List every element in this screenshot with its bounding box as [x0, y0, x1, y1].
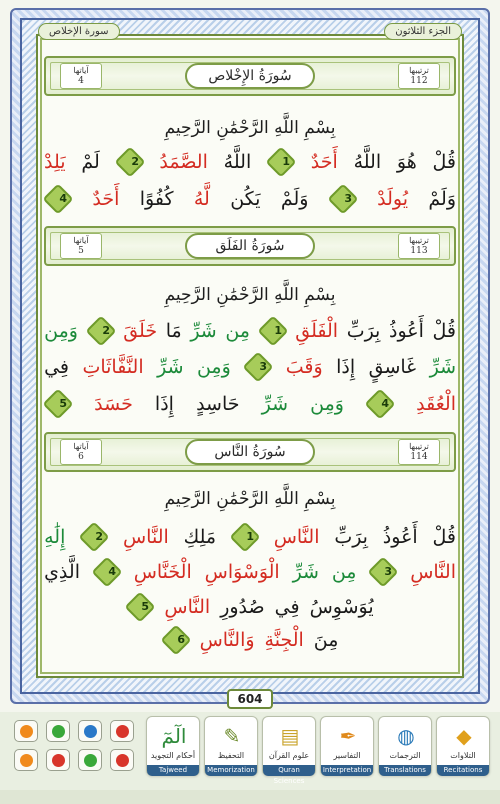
- tool-label-ar: علوم القرآن: [268, 751, 310, 760]
- ayah-number: 3: [344, 192, 352, 205]
- ayah-line: [44, 314, 456, 348]
- ayah-number-marker[interactable]: [229, 521, 260, 552]
- orange-ctrl-2-button[interactable]: [14, 749, 38, 771]
- memorization-icon: ✎: [223, 724, 241, 748]
- ayat-count-box: [60, 439, 102, 465]
- quran-word[interactable]: شَرِّ: [157, 356, 184, 378]
- ayah-number-marker[interactable]: [85, 315, 116, 346]
- ayah-number: 4: [59, 192, 68, 205]
- ayat-label: آياتها: [73, 66, 89, 75]
- memorization-button[interactable]: [204, 716, 258, 776]
- playback-controls: [14, 720, 142, 772]
- quran-word[interactable]: قُلْ: [432, 320, 456, 342]
- quran-word[interactable]: أَعُوذُ: [382, 526, 418, 548]
- tool-label-ar: التفاسير: [333, 751, 361, 760]
- tool-label-en: Interpretation: [322, 766, 372, 774]
- ayah-number-marker[interactable]: [125, 591, 156, 622]
- ayah-number-marker[interactable]: [42, 388, 73, 419]
- control-dot-icon: [52, 725, 65, 738]
- quran-word[interactable]: مَلِكِ: [183, 526, 217, 548]
- basmala: بِسْمِ اللَّهِ الرَّحْمَٰنِ الرَّحِيمِ: [164, 118, 336, 138]
- quran-word[interactable]: فِي: [274, 596, 300, 618]
- running-head: [38, 20, 462, 42]
- running-head-juz: الجزء الثلاثون: [384, 23, 462, 40]
- ayah-number-marker[interactable]: [257, 315, 288, 346]
- ayah-number: 5: [59, 397, 68, 410]
- tool-label-en: Recitations: [437, 765, 489, 776]
- surah-header: [44, 432, 456, 472]
- ayah-line: [44, 555, 456, 589]
- quran-word[interactable]: صُدُورِ: [220, 596, 265, 618]
- quran-word[interactable]: حَاسِدٍ: [196, 393, 240, 415]
- ayah-line: [44, 145, 456, 179]
- surah-order: 113: [410, 246, 428, 256]
- surah-order-box: [398, 233, 440, 259]
- ayah-line: [44, 387, 456, 421]
- quran-word[interactable]: مَا: [165, 320, 182, 342]
- control-dot-icon: [20, 725, 33, 738]
- quran-word[interactable]: هُوَ: [396, 151, 417, 173]
- quran-word[interactable]: وَمِن: [196, 356, 231, 378]
- quran-word[interactable]: وَمِن: [310, 393, 344, 415]
- control-dot-icon: [52, 754, 65, 767]
- quran-word[interactable]: إِلَٰهِ: [44, 526, 66, 548]
- green-ctrl-2-button[interactable]: [78, 749, 102, 771]
- quran-word[interactable]: أَحَدٌ: [92, 188, 120, 210]
- ayah-number: 1: [273, 324, 282, 337]
- tool-label-ar: التحفيظ: [217, 751, 245, 760]
- translations-icon: ◍: [397, 724, 415, 748]
- quran-word[interactable]: شَرِّ: [190, 320, 217, 342]
- quran-word[interactable]: حَسَدَ: [94, 393, 133, 415]
- quran-word[interactable]: شَرِّ: [292, 561, 319, 583]
- quran-word[interactable]: بِرَبِّ: [334, 526, 368, 548]
- green-ctrl-1-button[interactable]: [46, 720, 70, 742]
- red-ctrl-3-button[interactable]: [110, 749, 134, 771]
- tool-label-en: Tajweed: [147, 765, 199, 776]
- quran-word[interactable]: الْفَلَقِ: [295, 320, 339, 342]
- surah-header: [44, 56, 456, 96]
- tajweed-icon: الٓمٓ: [161, 724, 187, 748]
- quran-word[interactable]: وَلَمْ: [280, 188, 309, 210]
- ayat-count: 6: [78, 452, 84, 462]
- ayah-line: [44, 520, 456, 554]
- control-dot-icon: [116, 725, 129, 738]
- interpretation-icon: ✒: [339, 724, 357, 748]
- recitations-button[interactable]: [436, 716, 490, 776]
- quran-word[interactable]: شَرِّ: [261, 393, 289, 415]
- quran-word[interactable]: أَعُوذُ: [388, 320, 424, 342]
- running-head-surah: سورة الإخلاص: [38, 23, 120, 40]
- quran-word[interactable]: قُلْ: [432, 151, 456, 173]
- quran-word[interactable]: لَمْ: [81, 151, 100, 173]
- quran-word[interactable]: إِذَا: [154, 393, 174, 415]
- tool-label-ar: التلاوات: [450, 751, 476, 760]
- ayah-number-marker[interactable]: [265, 146, 296, 177]
- control-dot-icon: [20, 754, 33, 767]
- quran-word[interactable]: لَّهُ: [193, 188, 210, 210]
- order-label: ترتيبها: [409, 66, 429, 75]
- quran-word[interactable]: الْوَسْوَاسِ: [204, 561, 280, 583]
- control-dot-icon: [116, 754, 129, 767]
- ayah-number-marker[interactable]: [160, 624, 191, 655]
- quran-word[interactable]: وَمِن: [44, 320, 78, 342]
- ayah-number-marker[interactable]: [327, 183, 358, 214]
- surah-order: 112: [410, 76, 428, 86]
- order-label: ترتيبها: [409, 442, 429, 451]
- quran-word[interactable]: اللَّهُ: [223, 151, 252, 173]
- control-dot-icon: [84, 754, 97, 767]
- quran-word[interactable]: يَلِدْ: [44, 151, 66, 173]
- ayah-line: [44, 350, 456, 384]
- control-dot-icon: [84, 725, 97, 738]
- ayat-count-box: [60, 63, 102, 89]
- ayah-number-marker[interactable]: [42, 183, 73, 214]
- translations-button[interactable]: [378, 716, 432, 776]
- ayah-number: 4: [108, 565, 116, 578]
- quran-word[interactable]: وَقَبَ: [285, 356, 323, 378]
- ayah-number-marker[interactable]: [91, 556, 122, 587]
- ayat-count: 5: [78, 246, 84, 256]
- quran-word[interactable]: كُفُوًا: [139, 188, 174, 210]
- surah-order-box: [398, 63, 440, 89]
- ayah-number: 2: [95, 530, 104, 543]
- ayah-number: 2: [130, 155, 139, 168]
- quran-word[interactable]: مِن: [225, 320, 250, 342]
- ayah-number-marker[interactable]: [114, 146, 145, 177]
- recitations-icon: ◆: [456, 724, 472, 748]
- bottom-strip: [0, 790, 500, 804]
- interpretation-button[interactable]: [320, 716, 374, 776]
- quran-word[interactable]: قُلْ: [432, 526, 456, 548]
- ayah-number-marker[interactable]: [365, 388, 396, 419]
- ayat-count: 4: [78, 76, 84, 86]
- quran-word[interactable]: مِن: [331, 561, 357, 583]
- quran-word[interactable]: النَّاسِ: [122, 526, 169, 548]
- quran-word[interactable]: وَلَمْ: [428, 188, 456, 210]
- surah-title: سُورَةُ الفَلَق: [185, 233, 315, 259]
- ayah-number-marker[interactable]: [79, 521, 110, 552]
- ayat-label: آياتها: [73, 236, 89, 245]
- page-number: 604: [227, 689, 273, 709]
- quran-word[interactable]: مِنَ: [313, 629, 339, 651]
- quran-word[interactable]: النَّفَّاثَاتِ: [82, 356, 144, 378]
- quran-word[interactable]: النَّاسِ: [273, 526, 320, 548]
- red-ctrl-2-button[interactable]: [46, 749, 70, 771]
- surah-order: 114: [410, 452, 428, 462]
- ayah-number-marker[interactable]: [243, 351, 274, 382]
- quran-word[interactable]: الْعُقَدِ: [416, 393, 456, 415]
- ayat-count-box: [60, 233, 102, 259]
- ayat-label: آياتها: [73, 442, 89, 451]
- surah-header: [44, 226, 456, 266]
- basmala: بِسْمِ اللَّهِ الرَّحْمَٰنِ الرَّحِيمِ: [164, 285, 336, 305]
- orange-ctrl-1-button[interactable]: [14, 720, 38, 742]
- quran-word[interactable]: خَلَقَ: [123, 320, 158, 342]
- ayah-number: 2: [101, 324, 110, 337]
- quran-word[interactable]: النَّاسِ: [410, 561, 456, 583]
- tajweed-button[interactable]: [146, 716, 200, 776]
- tool-label-en: Quran Sciences: [263, 765, 315, 776]
- quran-word[interactable]: إِذَا: [336, 356, 356, 378]
- quran-word[interactable]: شَرِّ: [429, 356, 456, 378]
- tool-label-en: Translations: [379, 765, 431, 776]
- quran-word[interactable]: وَالنَّاسِ: [199, 629, 255, 651]
- quran-word[interactable]: الَّذِي: [44, 561, 80, 583]
- quran-word[interactable]: الْجِنَّةِ: [264, 629, 304, 651]
- quran-word[interactable]: أَحَدٌ: [310, 151, 338, 173]
- quran-word[interactable]: فِي: [44, 356, 69, 378]
- ayah-number: 1: [282, 155, 290, 168]
- tool-label-ar: الترجمات: [389, 751, 421, 760]
- quran-sciences-icon: ▤: [280, 724, 300, 748]
- ayah-line: [44, 623, 456, 657]
- quran-word[interactable]: يَكُن: [230, 188, 261, 210]
- basmala: بِسْمِ اللَّهِ الرَّحْمَٰنِ الرَّحِيمِ: [164, 489, 336, 509]
- tool-label-en: Memorization: [205, 765, 257, 776]
- red-ctrl-1-button[interactable]: [110, 720, 134, 742]
- ayah-number: 5: [141, 600, 150, 613]
- blue-ctrl-1-button[interactable]: [78, 720, 102, 742]
- ayah-number: 3: [259, 360, 268, 373]
- quran-word[interactable]: اللَّهُ: [353, 151, 382, 173]
- quran-word[interactable]: يُولَدْ: [377, 188, 409, 210]
- surah-title: سُورَةُ النَّاس: [185, 439, 315, 465]
- quran-word[interactable]: بِرَبِّ: [346, 320, 381, 342]
- quran-word[interactable]: النَّاسِ: [164, 596, 211, 618]
- quran-word[interactable]: غَاسِقٍ: [368, 356, 417, 378]
- ayah-number-marker[interactable]: [368, 556, 399, 587]
- quran-word[interactable]: يُوَسْوِسُ: [309, 596, 374, 618]
- quran-sciences-button[interactable]: [262, 716, 316, 785]
- ayah-line: [44, 182, 456, 216]
- ayah-line: [44, 590, 456, 624]
- surah-order-box: [398, 439, 440, 465]
- ayah-number: 4: [381, 397, 390, 410]
- order-label: ترتيبها: [409, 236, 429, 245]
- surah-title: سُورَةُ الإِخْلاص: [185, 63, 315, 89]
- ayah-number: 6: [176, 633, 185, 646]
- tool-label-ar: أحكام التجويد: [150, 751, 196, 760]
- quran-word[interactable]: الصَّمَدُ: [159, 151, 208, 173]
- ayah-number: 1: [246, 530, 254, 543]
- ayah-number: 3: [384, 565, 393, 578]
- quran-word[interactable]: الْخَنَّاسِ: [133, 561, 192, 583]
